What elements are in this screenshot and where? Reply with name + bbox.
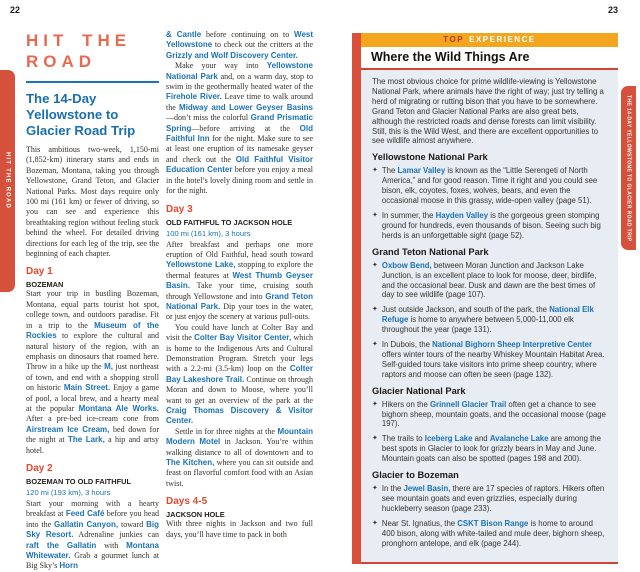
- place-name-link: Firehole River.: [166, 92, 222, 102]
- paragraph: [372, 77, 607, 146]
- left-page-column-2: [166, 30, 313, 540]
- bullet-item: [372, 519, 607, 549]
- place-name-link: The Kitchen,: [166, 458, 215, 468]
- route-heading: OLD FAITHFUL TO JACKSON HOLE: [166, 217, 293, 227]
- text-run: is known as the “Little Serengeti of North America,” and for good reason. Time it right and you could see bison, elk, coyotes, foxes, wolves, bears, and even the occasional moose in this grassy, wide-open valley (page 51).: [381, 166, 598, 206]
- text-run: which is home to the Indigenous Arts and Cultural Demonstration Program. Stretch your legs with a 2.2-mi (3.5-km) loop on the: [166, 333, 313, 374]
- paragraph: [26, 289, 159, 456]
- place-name-link: Yellowstone Lake,: [166, 260, 236, 270]
- text-run: Take your time, cruising south through Yellowstone and into: [166, 281, 313, 301]
- place-name-link: Jewel Basin,: [403, 484, 451, 494]
- text-run: offers winter tours of the nearby Whiskey Mountain Habitat Area. Self-guided tours take visitors into prime sheep country, where raptors and moose can often be seen (page 132).: [381, 349, 605, 379]
- paragraph: [166, 519, 313, 540]
- diamond-bullet-icon: ✦: [372, 435, 378, 443]
- text-run: is home to anywhere between 5,000-11,000 elk throughout the year (page 131).: [381, 315, 574, 335]
- section-title-line2: ROAD: [26, 52, 97, 71]
- chapter-edge-tab-right-label: THE 14-DAY YELLOWSTONE TO GLACIER ROAD TRIP: [625, 94, 632, 242]
- bullet-text: [382, 484, 607, 514]
- text-run: The trails to: [381, 434, 425, 444]
- place-name-link: The Lark,: [67, 435, 105, 445]
- place-name-link: National Bighorn Sheep Interpretive Center: [432, 340, 593, 350]
- text-run: After breakfast and perhaps one more eruption of Old Faithful, head south toward: [166, 239, 313, 259]
- place-name-link: Gallatin Canyon,: [54, 519, 119, 529]
- left-page-column-1: [26, 30, 159, 572]
- chapter-edge-tab-right: [621, 86, 636, 250]
- chapter-edge-tab-left-label: HIT THE ROAD: [4, 152, 11, 210]
- route-heading: BOZEMAN: [26, 280, 64, 290]
- diamond-bullet-icon: ✦: [372, 485, 378, 493]
- text-run: After a pre-bed ice-cream cone from: [26, 414, 159, 424]
- paragraph: [166, 323, 313, 427]
- bullet-item: [372, 261, 607, 301]
- section-title: [26, 30, 159, 72]
- bullet-text: [382, 261, 607, 301]
- bullet-item: [372, 340, 607, 380]
- text-run: Leave time to walk around the: [166, 92, 313, 112]
- paragraph: [26, 145, 159, 259]
- feature-content: [361, 70, 618, 562]
- text-run: to explore the cultural and natural history of the region, with an emphasis on dinosaurs that roamed here. Throw in a hike up the: [26, 331, 159, 372]
- article-title: The 14-Day Yellowstone to Glacier Road Trip: [26, 91, 136, 138]
- banner-label-experience: EXPERIENCE: [469, 35, 536, 44]
- park-subheading: Yellowstone National Park: [372, 152, 488, 163]
- text-run: Near St. Ignatius, the: [381, 518, 458, 528]
- text-run: for the night. Make sure to see at least one eruption of its namesake geyser and check out the: [166, 134, 313, 164]
- text-run: often get a chance to see bighorn sheep, mountain goats, and the occasional moose (page 197).: [381, 399, 606, 429]
- text-run: where you can sit outside and feast on flavorful comfort food with an Asian twist.: [166, 458, 313, 488]
- park-subheading: Glacier National Park: [372, 385, 466, 396]
- place-name-link: Avalanche Lake: [489, 434, 549, 444]
- text-run: is home to around 400 bison, along with white-tailed and mule deer, bighorn sheep, pronghorn antelope, and elk (page 244).: [381, 518, 605, 548]
- text-run: stopping to explore the thermal features at: [166, 260, 313, 280]
- text-run: Adrenaline junkies can: [73, 530, 159, 540]
- day-heading: Day 3: [166, 203, 193, 215]
- text-run: —don’t miss the colorful: [166, 113, 251, 123]
- text-run: —before arriving at the: [191, 123, 300, 133]
- bullet-item: [372, 305, 607, 335]
- bullet-text: [382, 519, 607, 549]
- place-name-link: raft the Gallatin: [26, 540, 97, 550]
- text-run: Dip your toes in the water, or just enjoy the scenery at various pull-outs.: [166, 301, 313, 322]
- place-name-link: Colter Bay Lakeshore Trail.: [166, 364, 313, 384]
- place-name-link: Montana Whitewater.: [26, 540, 159, 560]
- place-name-link: Old Faithful Visitor Education Center: [166, 154, 313, 175]
- place-name-link: Lamar Valley: [397, 166, 446, 176]
- bullet-text: [382, 211, 607, 241]
- route-stats: 100 mi (161 km), 3 hours: [166, 228, 251, 238]
- text-run: Start your morning with a hearty breakfast at: [26, 498, 159, 519]
- text-run: between Moran Junction and Jackson Lake Junction, is an excellent place to look for moose, deer, birdlife, and the occasional bear. Dusk and dawn are the best times of day to see wildlife (page 107).: [381, 260, 597, 300]
- text-run: with: [96, 540, 127, 550]
- place-name-link: Big Sky Resort.: [26, 519, 160, 540]
- bullet-item: [372, 484, 607, 514]
- column-1-blocks: [26, 145, 159, 572]
- text-run: This ambitious two-week, 1,150-mi (1,852-km) itinerary starts and ends in Bozeman, Montana, taking you through Yellowstone, Grand Teton, and Glacier National Parks. Most days require only 100 mi (161 km) or fewer of driving, so you can see and experience this breathtaking region without feeling stuck behind the wheel. For detailed driving directions for each leg of the trip, see the beginning of each chapter.: [26, 145, 159, 259]
- text-run: With three nights in Jackson and two full days, you’ll have time to pack in both: [166, 519, 313, 539]
- text-run: before you enjoy a meal in the hotel’s lovely dining room and settle in for the night.: [166, 165, 313, 196]
- diamond-bullet-icon: ✦: [372, 400, 378, 408]
- heading-divider: [26, 81, 159, 83]
- paragraph: [166, 30, 313, 61]
- diamond-bullet-icon: ✦: [372, 261, 378, 269]
- text-run: Continue on through Moran and down to Moose, where you’ll want to get an overview of the park at the: [166, 374, 313, 405]
- place-name-link: Horn: [59, 561, 79, 571]
- text-run: Just outside Jackson, and south of the park, the: [381, 305, 550, 315]
- diamond-bullet-icon: ✦: [372, 211, 378, 219]
- text-run: In the: [381, 484, 404, 494]
- text-run: there are 17 species of raptors. Hikers often see mountain goats and even grizzlies, especially during huckleberry season (page 233).: [381, 484, 605, 513]
- bullet-item: [372, 400, 607, 430]
- day-heading: Day 2: [26, 462, 53, 474]
- place-name-link: Grinnell Glacier Trail: [429, 399, 507, 409]
- bullet-item: [372, 211, 607, 241]
- day-heading: Day 1: [26, 266, 53, 278]
- place-name-link: National Elk Refuge: [381, 305, 594, 325]
- text-run: toward: [118, 519, 147, 529]
- diamond-bullet-icon: ✦: [372, 306, 378, 314]
- place-name-link: Feed Café: [65, 509, 105, 519]
- place-name-link: Grand Prismatic Spring: [166, 113, 313, 133]
- text-run: and, on a warm day, stop to swim in the geothermally heated water of the: [166, 71, 313, 92]
- paragraph: [166, 61, 313, 196]
- column-2-blocks: [166, 30, 313, 540]
- text-run: and: [472, 434, 490, 444]
- route-stats: 120 mi (193 km), 3 hours: [26, 487, 111, 497]
- text-run: Hikers on the: [381, 399, 430, 409]
- text-run: In summer, the: [381, 210, 436, 220]
- park-subheading: Glacier to Bozeman: [372, 470, 459, 481]
- route-heading: BOZEMAN TO OLD FAITHFUL: [26, 476, 131, 486]
- text-run: You could have lunch at Colter Bay and visit the: [166, 322, 313, 343]
- chapter-edge-tab-left: [0, 70, 15, 292]
- place-name-link: Craig Thomas Discovery & Visitor Center.: [166, 406, 313, 426]
- place-name-link: Airstream Ice Cream,: [26, 424, 110, 434]
- diamond-bullet-icon: ✦: [372, 519, 378, 527]
- bullet-text: [382, 400, 607, 430]
- text-run: in Jackson. You’re within walking distance to all of downtown and to: [166, 437, 314, 457]
- red-accent-bar: [352, 33, 361, 564]
- diamond-bullet-icon: ✦: [372, 341, 378, 349]
- text-run: In Dubois, the: [381, 340, 433, 350]
- text-run: just northeast of town, and end with a shopping stroll on historic: [26, 362, 159, 393]
- place-name-link: Museum of the Rockies: [26, 320, 159, 341]
- text-run: are among the best spots in Glacier to look for grizzly bears in May and June. Mountain goats can also be spotted (pages 198 and 200).: [381, 434, 601, 464]
- place-name-link: CSKT Bison Range: [457, 518, 529, 528]
- text-run: before continuing on to: [201, 30, 295, 39]
- top-experience-box: [352, 33, 618, 564]
- place-name-link: Midway and Lower Geyser Basins: [179, 102, 313, 112]
- text-run: is the gorgeous green stomping ground for hundreds, even thousands of bison. Seeing such big herds is an unforgettable sight (page 52).: [381, 210, 601, 240]
- page-number-left: 22: [10, 5, 21, 15]
- place-name-link: Mountain Modern Motel: [166, 426, 313, 447]
- text-run: a hip and artsy hotel.: [26, 435, 159, 455]
- text-run: Settle in for three nights at the: [175, 426, 278, 436]
- text-run: to check out the critters at the: [212, 40, 313, 50]
- top-experience-box-main: [361, 33, 618, 562]
- top-experience-banner: [361, 33, 618, 47]
- text-run: Make your way into: [175, 61, 267, 71]
- day-heading: Days 4-5: [166, 496, 208, 508]
- place-name-link: Old Faithful Inn: [166, 123, 313, 144]
- bullet-text: [382, 434, 607, 464]
- paragraph: [26, 499, 159, 572]
- place-name-link: & Cantle: [166, 30, 202, 39]
- text-run: Start your trip in bustling Bozeman, Montana, equal parts tourist hot spot, college town, and outdoors paradise. Fit in a trip to the: [26, 289, 159, 330]
- place-name-link: Colter Bay Visitor Center,: [194, 333, 292, 343]
- place-name-link: M,: [104, 362, 113, 372]
- place-name-link: Main Street.: [63, 383, 111, 393]
- place-name-link: Yellowstone National Park: [166, 61, 313, 81]
- bullet-item: [372, 434, 607, 464]
- text-run: Grab a gourmet lunch at Big Sky’s: [26, 551, 159, 571]
- bullet-text: [382, 305, 607, 335]
- bullet-text: [382, 340, 607, 380]
- place-name-link: West Thumb Geyser Basin.: [166, 270, 313, 291]
- place-name-link: Montana Ale Works.: [78, 403, 160, 413]
- text-run: The: [381, 166, 398, 176]
- feature-title: Where the Wild Things Are: [361, 47, 618, 70]
- place-name-link: Iceberg Lake: [424, 434, 473, 444]
- page-number-right: 23: [608, 5, 619, 15]
- place-name-link: Grizzly and Wolf Discovery Center.: [166, 50, 298, 60]
- park-subheading: Grand Teton National Park: [372, 246, 489, 257]
- text-run: before you head into the: [26, 509, 160, 529]
- text-run: bed down for the night at: [26, 424, 160, 445]
- paragraph: [166, 427, 313, 489]
- paragraph: [166, 240, 313, 323]
- place-name-link: Grand Teton National Park.: [166, 291, 313, 311]
- banner-label-top: TOP: [443, 35, 465, 44]
- place-name-link: Oxbow Bend,: [381, 260, 432, 270]
- text-run: The most obvious choice for prime wildlife-viewing is Yellowstone National Park, where animals have the right of way; just try telling a herd of migrating or rutting bison that you have to be somewhere. Grand Teton and Glacier National Parks are also great bets, although the restricted roads and dense forests can limit visibility. Still, this is the Wild West, and there are excellent opportunities to see wildlife almost anywhere.: [372, 77, 604, 146]
- route-heading: JACKSON HOLE: [166, 510, 225, 520]
- section-title-line1: HIT THE: [26, 31, 132, 50]
- place-name-link: West Yellowstone: [166, 30, 313, 50]
- bullet-item: [372, 166, 607, 206]
- bullet-text: [382, 166, 607, 206]
- diamond-bullet-icon: ✦: [372, 167, 378, 175]
- text-run: Enjoy a game of pool, a local brew, and a hearty meal at the popular: [26, 383, 160, 413]
- place-name-link: Hayden Valley: [435, 210, 489, 220]
